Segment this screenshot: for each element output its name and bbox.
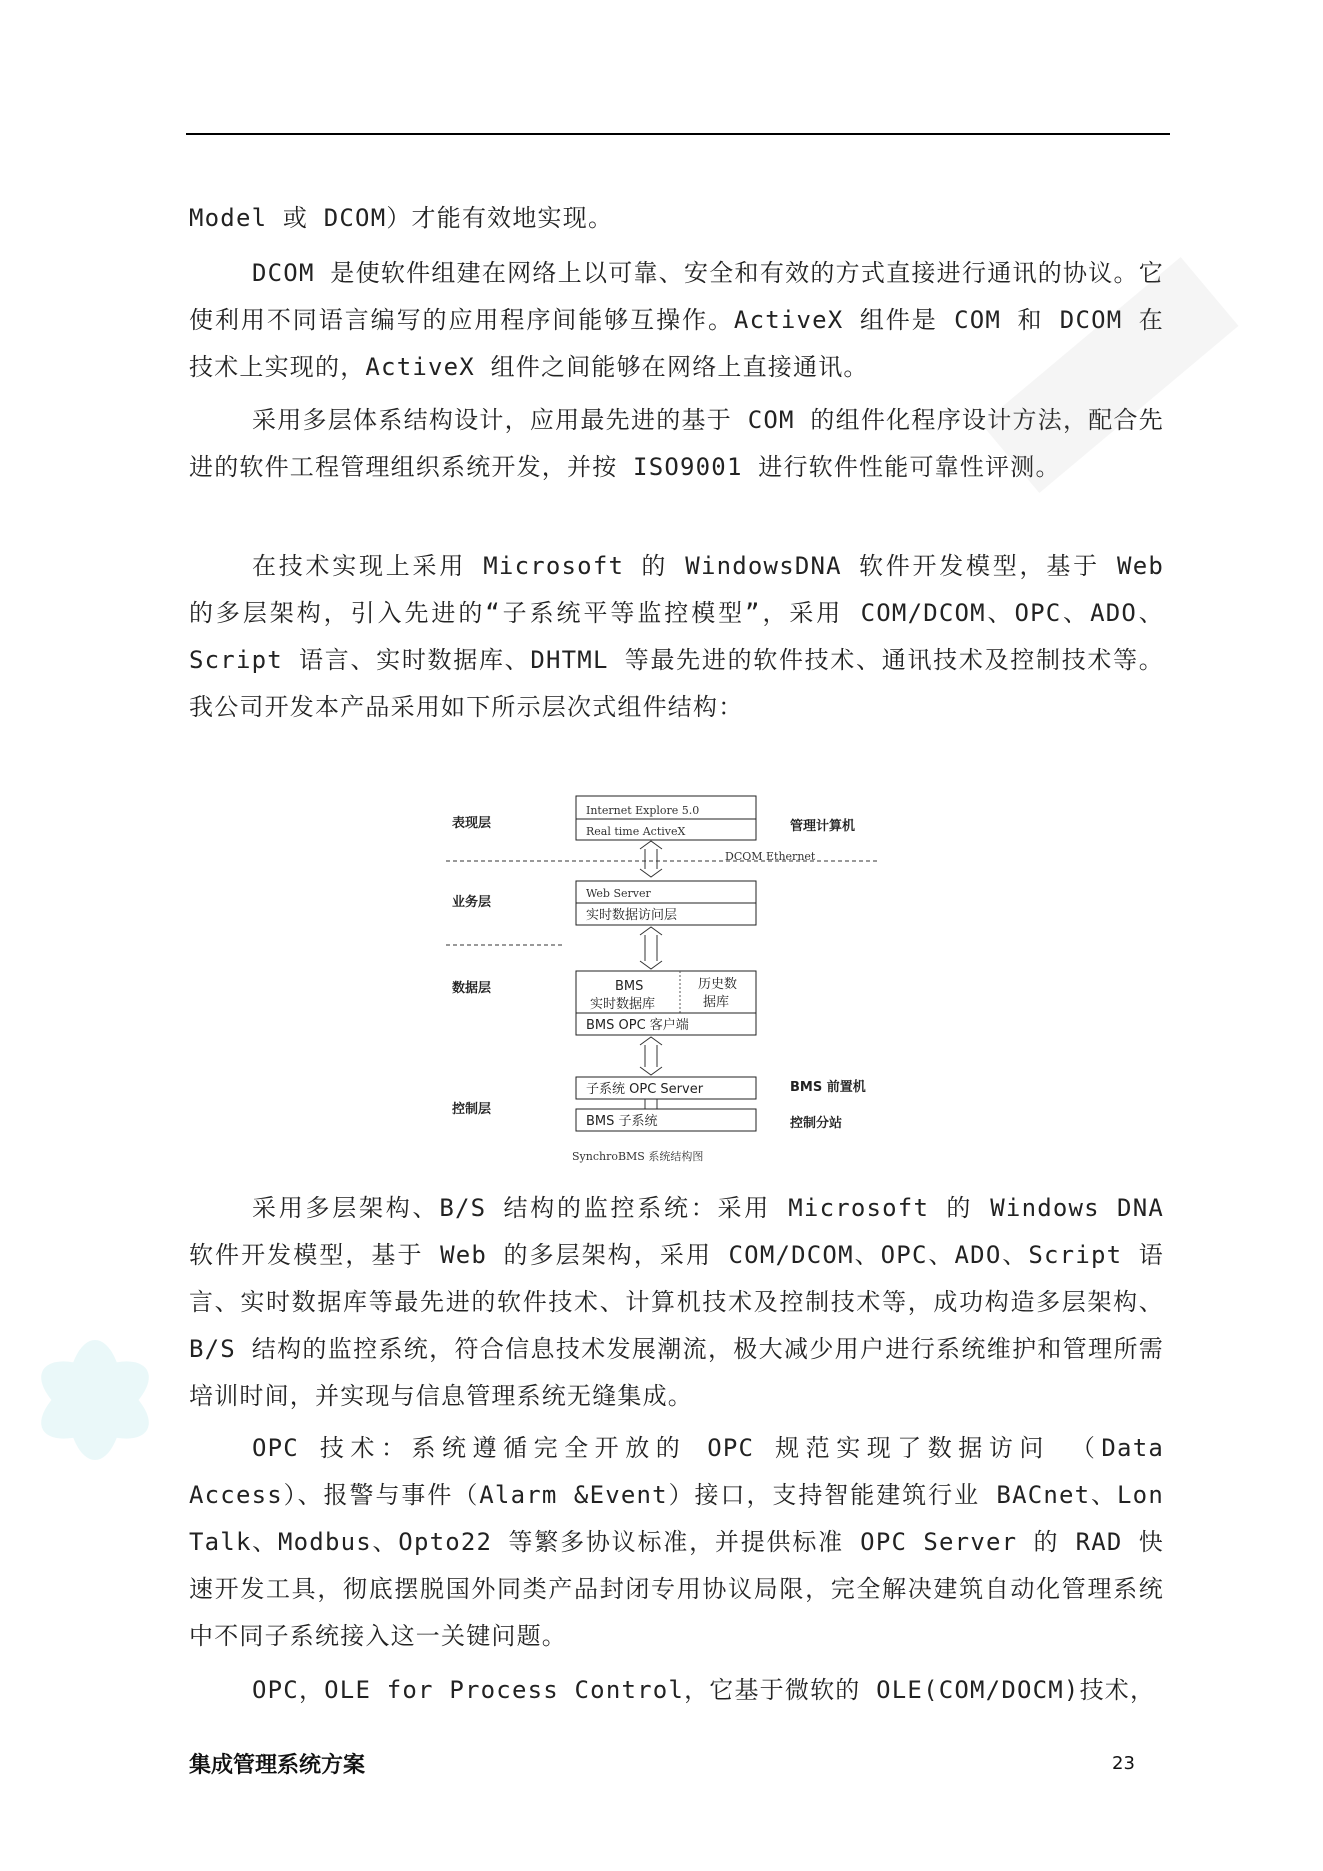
box-sub-opc-server-label: 子系统 OPC Server — [586, 1082, 704, 1097]
network-label: DCOM Ethernet — [725, 850, 816, 863]
page-number: 23 — [1112, 1753, 1135, 1774]
box-rt-access-label: 实时数据访问层 — [586, 908, 678, 923]
box-ie-label: Internet Explore 5.0 — [586, 804, 700, 817]
label-bms-front: BMS 前置机 — [790, 1080, 866, 1095]
box-activex-label: Real time ActiveX — [586, 825, 686, 838]
box-hist-db-label-2: 据库 — [703, 995, 730, 1010]
flower-logo-icon — [29, 1340, 161, 1460]
box-bms-label: BMS — [615, 979, 644, 994]
box-bms-opc-client-label: BMS OPC 客户端 — [586, 1018, 689, 1033]
paragraph-multilayer: 采用多层体系结构设计，应用最先进的基于 COM 的组件化程序设计方法，配合先进的软件工程管理组织系统开发，并按 ISO9001 进行软件性能可靠性评测。 — [189, 406, 1164, 481]
paragraph-opc-tech: OPC 技术：系统遵循完全开放的 OPC 规范实现了数据访问 （Data Access）、报警与事件（Alarm &Event）接口，支持智能建筑行业 BACnet、Lon Talk、Modbus、Opto22 等繁多协议标准，并提供标准 OPC Server 的 RAD 快速开发工具，彻底摆脱国外同类产品封闭专用协议局限，完全解决建筑自动化管理系统中不同子系统接入这一关键问题。 — [189, 1434, 1164, 1650]
header-rule — [186, 133, 1170, 135]
double-arrow-icon — [640, 1037, 662, 1075]
layer-business: 业务层 — [452, 895, 492, 910]
paragraph-1: Model 或 DCOM）才能有效地实现。 — [189, 204, 614, 232]
label-mgmt-pc: 管理计算机 — [790, 819, 856, 834]
label-control-station: 控制分站 — [790, 1116, 843, 1131]
architecture-diagram — [440, 785, 900, 1165]
box-hist-db-label-1: 历史数 — [698, 977, 738, 992]
layer-control: 控制层 — [452, 1102, 492, 1117]
double-arrow-icon — [640, 841, 662, 877]
box-web-server-label: Web Server — [586, 887, 651, 900]
paragraph-opc-definition: OPC，OLE for Process Control，它基于微软的 OLE(COM/DOCM)技术， — [252, 1676, 1156, 1704]
double-arrow-icon — [640, 927, 662, 969]
paragraph-tech-impl: 在技术实现上采用 Microsoft 的 WindowsDNA 软件开发模型，基于 Web 的多层架构，引入先进的“子系统平等监控模型”，采用 COM/DCOM、OPC、ADO、Script 语言、实时数据库、DHTML 等最先进的软件技术、通讯技术及控制技术等。我公司开发本产品采用如下所示层次式组件结构： — [189, 552, 1164, 721]
paragraph-dcom: DCOM 是使软件组建在网络上以可靠、安全和有效的方式直接进行通讯的协议。它使利用不同语言编写的应用程序间能够互操作。ActiveX 组件是 COM 和 DCOM 在技术上实现的，ActiveX 组件之间能够在网络上直接通讯。 — [189, 259, 1164, 381]
box-bms-subsystem-label: BMS 子系统 — [586, 1114, 658, 1129]
footer-title: 集成管理系统方案 — [189, 1753, 366, 1778]
layer-data: 数据层 — [452, 981, 492, 996]
paragraph-bs-structure: 采用多层架构、B/S 结构的监控系统：采用 Microsoft 的 Windows DNA 软件开发模型，基于 Web 的多层架构，采用 COM/DCOM、OPC、ADO、Script 语言、实时数据库等最先进的软件技术、计算机技术及控制技术等，成功构造多层架构、B/S 结构的监控系统，符合信息技术发展潮流，极大减少用户进行系统维护和管理所需培训时间，并实现与信息管理系统无缝集成。 — [189, 1194, 1164, 1410]
box-rt-db-label: 实时数据库 — [590, 997, 656, 1012]
layer-presentation: 表现层 — [452, 816, 492, 831]
double-arrow-icon — [645, 1099, 657, 1109]
diagram-caption: SynchroBMS 系统结构图 — [572, 1150, 704, 1163]
